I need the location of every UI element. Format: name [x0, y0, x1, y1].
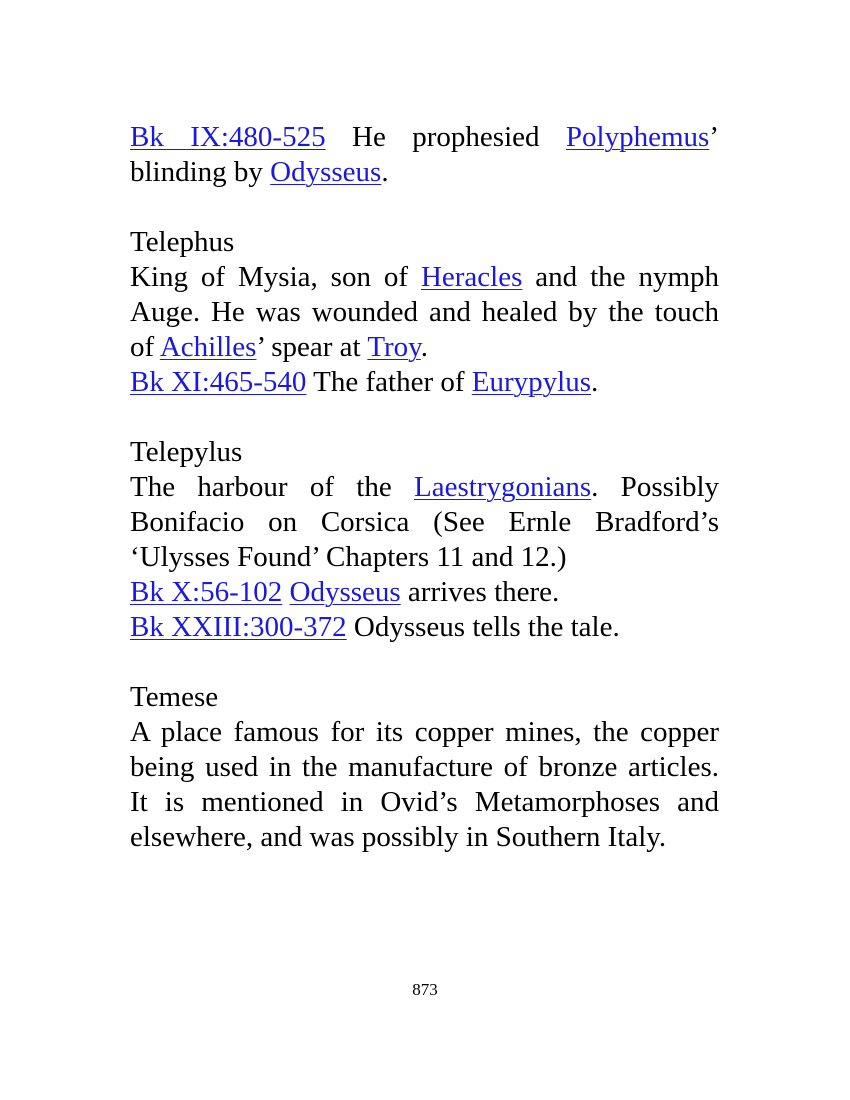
book-reference-link[interactable]: Bk XXIII:300-372: [130, 611, 347, 643]
entry-reference-telepylus-2: [130, 610, 719, 645]
entry-heading-temese: Temese: [130, 681, 219, 713]
entry-text: King of Mysia, son of: [130, 261, 421, 293]
entry-text: He prophesied: [325, 121, 566, 153]
odysseus-link[interactable]: Odysseus: [289, 576, 401, 608]
paragraph-gap: [130, 645, 719, 680]
entry-heading-telephus: Telephus: [130, 226, 235, 258]
entry-body-telepylus: [130, 470, 719, 575]
entry-text: .: [381, 156, 389, 188]
paragraph-gap: [130, 190, 719, 225]
entry-heading-telepylus: Telepylus: [130, 436, 243, 468]
polyphemus-link[interactable]: Polyphemus: [565, 121, 710, 153]
entry-text: [282, 576, 289, 608]
book-reference-link[interactable]: Bk XI:465-540: [130, 366, 307, 398]
page-number: 873: [412, 980, 438, 999]
entry-reference-telepylus-1: [130, 575, 719, 610]
achilles-link[interactable]: Achilles: [159, 331, 257, 363]
entry-reference-telephus: [130, 365, 719, 400]
entry-text: ’ spear at: [256, 331, 368, 363]
heracles-link[interactable]: Heracles: [420, 261, 523, 293]
entry-text: ’ blinding by: [130, 121, 719, 188]
entry-text: . Possibly Bonifacio on Corsica (See Ernle Bradford’s ‘Ulysses Found’ Chapters 11 and 12.): [130, 471, 719, 573]
paragraph-gap: [130, 400, 719, 435]
laestrygonians-link[interactable]: Laestrygonians: [413, 471, 592, 503]
odysseus-link[interactable]: Odysseus: [270, 156, 382, 188]
book-reference-link[interactable]: Bk X:56-102: [130, 576, 283, 608]
eurypylus-link[interactable]: Eurypylus: [471, 366, 591, 398]
book-reference-link[interactable]: Bk IX:480-525: [130, 121, 326, 153]
entry-text: arrives there.: [400, 576, 560, 608]
entry-text: The harbour of the: [130, 471, 414, 503]
entry-body-temese: A place famous for its copper mines, the copper being used in the manufacture of bronze articles. It is mentioned in Ovid’s Metamorphoses and elsewhere, and was possibly in Southern Italy.: [130, 716, 719, 853]
troy-link[interactable]: Troy: [367, 331, 421, 363]
entry-text: .: [590, 366, 599, 398]
entry-body-telephus: [130, 260, 719, 365]
page-content: [130, 120, 719, 855]
entry-text: The father of: [306, 366, 472, 398]
entry-continuation: [130, 120, 719, 190]
entry-text: Odysseus tells the tale.: [346, 611, 620, 643]
entry-text: and the nymph Auge. He was wounded and healed by the touch of: [130, 261, 720, 363]
entry-text: .: [420, 331, 429, 363]
